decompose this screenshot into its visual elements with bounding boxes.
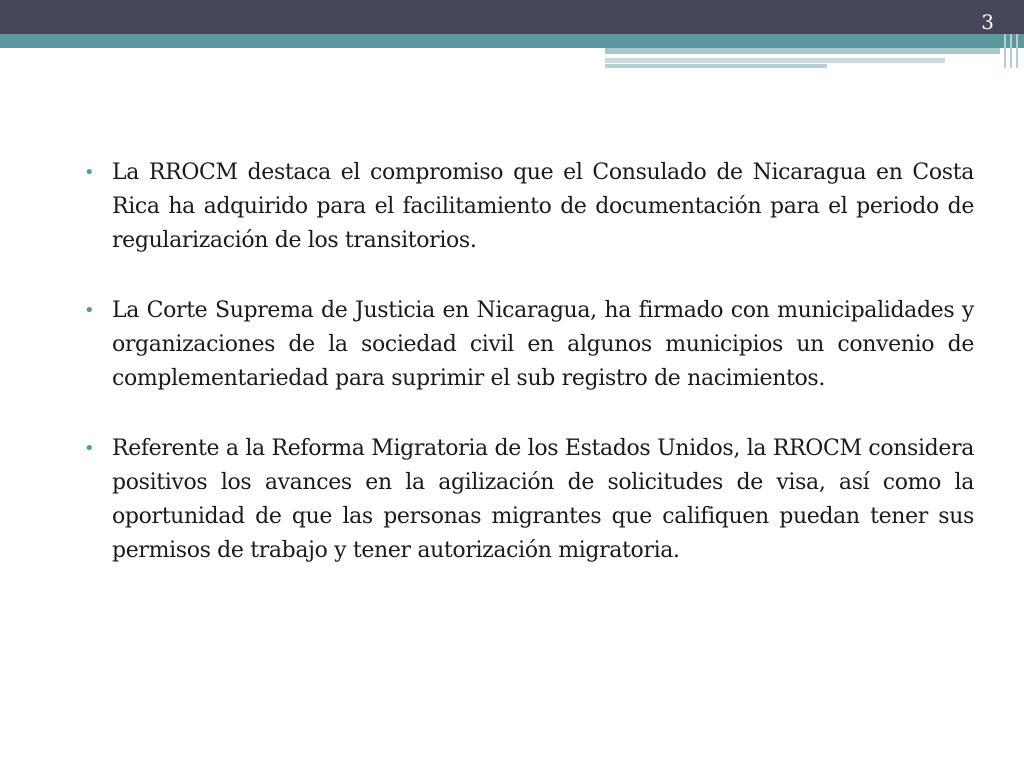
bullet-text: La RROCM destaca el compromiso que el Consulado de Nicaragua en Costa Rica ha adquirido para el facilitamiento de documentación para el periodo de regularización de los transitorios. — [112, 160, 974, 253]
decorative-bar — [605, 48, 1000, 54]
header-band — [0, 0, 1024, 34]
bullet-item — [78, 156, 974, 258]
decorative-bar — [605, 64, 827, 68]
bullet-icon: • — [84, 162, 95, 183]
slide-content — [78, 156, 974, 604]
decorative-line — [1016, 34, 1018, 68]
bullet-icon: • — [84, 438, 95, 459]
decorative-line — [1004, 34, 1006, 68]
bullet-icon: • — [84, 300, 95, 321]
decorative-bar — [605, 58, 945, 63]
accent-stripe — [0, 34, 1024, 48]
bullet-item — [78, 294, 974, 396]
slide-number: 3 — [981, 10, 994, 34]
bullet-text: Referente a la Reforma Migratoria de los Estados Unidos, la RROCM considera positivos los avances en la agilización de solicitudes de visa, así como la oportunidad de que las personas migrantes que califiquen puedan tener sus permisos de trabajo y tener autorización migratoria. — [112, 436, 974, 563]
bullet-text: La Corte Suprema de Justicia en Nicaragua, ha firmado con municipalidades y organizaciones de la sociedad civil en algunos municipios un convenio de complementariedad para suprimir el sub registro de nacimientos. — [112, 298, 974, 391]
bullet-item — [78, 432, 974, 568]
decorative-line — [1010, 34, 1012, 68]
